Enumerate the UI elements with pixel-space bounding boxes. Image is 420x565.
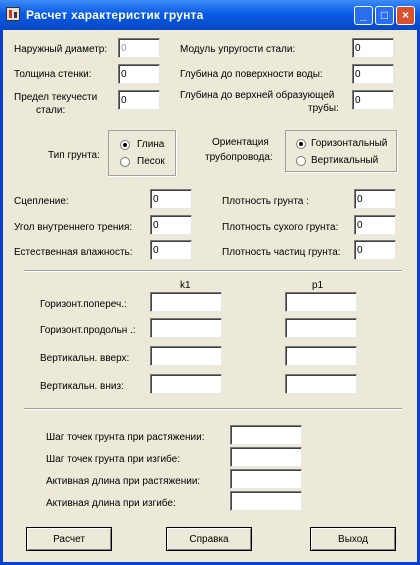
title-bar[interactable] xyxy=(0,0,420,30)
water-depth-input[interactable] xyxy=(352,64,394,84)
step-label: Шаг точек грунта при растяжении: xyxy=(46,432,205,443)
coef-row-label: Горизонт.продольн .: xyxy=(40,325,136,336)
close-icon: × xyxy=(401,8,409,22)
step-label: Активная длина при изгибе: xyxy=(46,498,176,509)
minimize-icon: _ xyxy=(360,8,367,22)
calculate-button[interactable]: Расчет xyxy=(26,527,112,551)
friction-angle-label: Угол внутреннего трения: xyxy=(14,222,133,233)
step-bending-input[interactable] xyxy=(230,447,302,467)
app-icon[interactable] xyxy=(6,7,20,21)
dry-density-input[interactable] xyxy=(354,215,396,235)
orientation-vertical-radio[interactable] xyxy=(296,156,306,166)
close-button[interactable] xyxy=(396,6,415,25)
dry-density-label: Плотность сухого грунта: xyxy=(222,222,339,233)
outer-diameter-label: Наружный диаметр: xyxy=(14,44,108,55)
maximize-icon: □ xyxy=(380,8,389,22)
step-tension-input[interactable] xyxy=(230,425,302,445)
yield-strength-label-line1: Предел текучести xyxy=(14,92,98,103)
minimize-button[interactable] xyxy=(354,6,373,25)
coef-p1-input[interactable] xyxy=(285,374,357,394)
step-label: Шаг точек грунта при изгибе: xyxy=(46,454,181,465)
orientation-horizontal-label[interactable]: Горизонтальный xyxy=(311,138,388,149)
orientation-horizontal-radio[interactable] xyxy=(296,139,306,149)
col-header-p1: p1 xyxy=(312,280,324,291)
coef-row-label: Вертикальн. вниз: xyxy=(40,381,124,392)
particle-density-input[interactable] xyxy=(354,240,396,260)
particle-density-label: Плотность частиц грунта: xyxy=(222,247,341,258)
elastic-modulus-label: Модуль упругости стали: xyxy=(180,44,296,55)
outer-diameter-input[interactable] xyxy=(118,38,160,58)
help-button[interactable]: Справка xyxy=(166,527,252,551)
orientation-vertical-label[interactable]: Вертикальный xyxy=(311,155,379,166)
orientation-label-line1: Ориентация xyxy=(212,137,269,148)
cohesion-input[interactable] xyxy=(150,189,192,209)
pipe-top-depth-input[interactable] xyxy=(352,90,394,110)
water-depth-label: Глубина до поверхности воды: xyxy=(180,69,323,80)
coef-row-label: Вертикальн. вверх: xyxy=(40,353,130,364)
soil-type-group xyxy=(108,130,176,176)
col-header-k1: k1 xyxy=(180,280,191,291)
divider-1 xyxy=(24,270,402,272)
coef-row-label: Горизонт.попереч.: xyxy=(40,299,127,310)
coef-k1-input[interactable] xyxy=(150,292,222,312)
friction-angle-input[interactable] xyxy=(150,215,192,235)
divider-2 xyxy=(24,408,402,410)
step-label: Активная длина при растяжении: xyxy=(46,476,201,487)
soil-type-sand-radio[interactable] xyxy=(120,157,130,167)
coef-p1-input[interactable] xyxy=(285,346,357,366)
wall-thickness-input[interactable] xyxy=(118,64,160,84)
pipe-top-depth-label-line2: трубы: xyxy=(308,103,339,114)
cohesion-label: Сцепление: xyxy=(14,196,69,207)
coef-p1-input[interactable] xyxy=(285,318,357,338)
exit-button[interactable]: Выход xyxy=(310,527,396,551)
active-length-bending-input[interactable] xyxy=(230,491,302,511)
density-label: Плотность грунта : xyxy=(222,196,309,207)
yield-strength-label-line2: стали: xyxy=(36,105,66,116)
yield-strength-input[interactable] xyxy=(118,90,160,110)
moisture-label: Естественная влажность: xyxy=(14,247,133,258)
soil-type-label: Тип грунта: xyxy=(48,150,100,161)
orientation-label-line2: трубопровода: xyxy=(205,152,273,163)
coef-k1-input[interactable] xyxy=(150,374,222,394)
moisture-input[interactable] xyxy=(150,240,192,260)
coef-k1-input[interactable] xyxy=(150,318,222,338)
soil-type-clay-label[interactable]: Глина xyxy=(137,139,165,150)
coef-p1-input[interactable] xyxy=(285,292,357,312)
pipe-top-depth-label-line1: Глубина до верхней образующей xyxy=(180,90,335,101)
soil-type-clay-radio[interactable] xyxy=(120,140,130,150)
wall-thickness-label: Толщина стенки: xyxy=(14,69,92,80)
soil-type-sand-label[interactable]: Песок xyxy=(137,156,165,167)
coef-k1-input[interactable] xyxy=(150,346,222,366)
density-input[interactable] xyxy=(354,189,396,209)
window-title: Расчет характеристик грунта xyxy=(26,8,204,22)
active-length-tension-input[interactable] xyxy=(230,469,302,489)
maximize-button[interactable] xyxy=(375,6,394,25)
elastic-modulus-input[interactable] xyxy=(352,38,394,58)
